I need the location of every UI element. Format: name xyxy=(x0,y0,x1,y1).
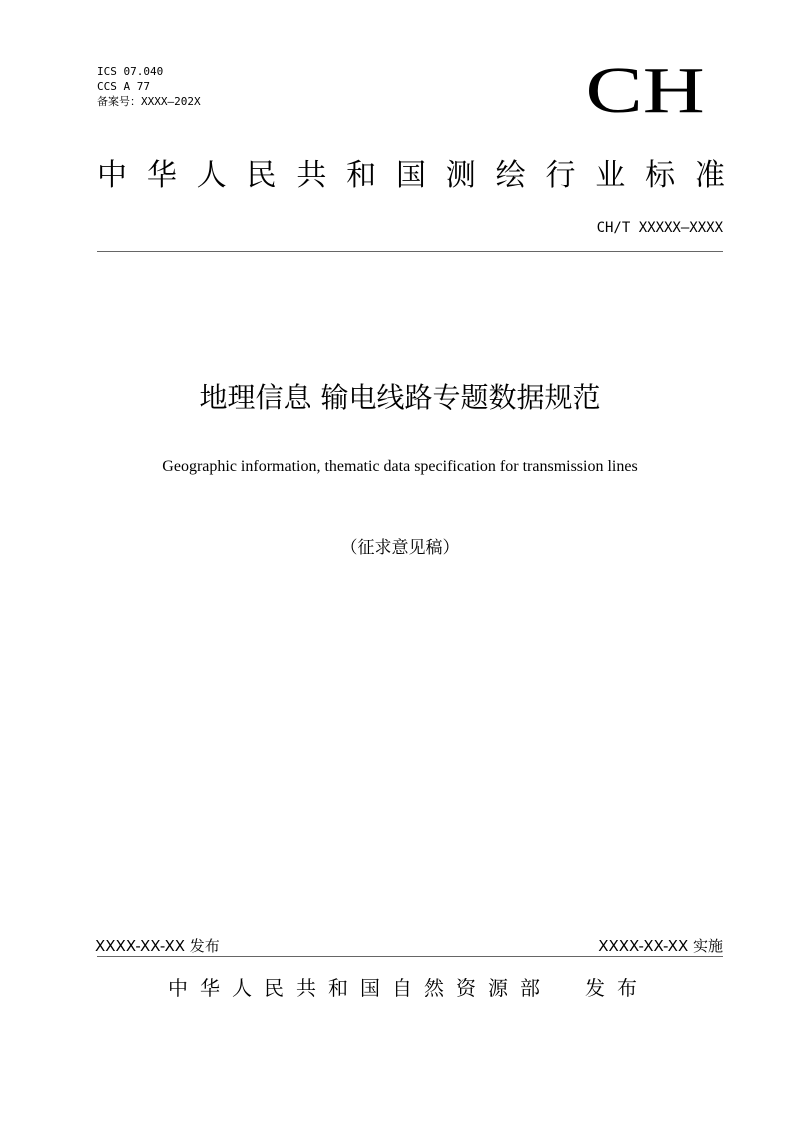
heading-char: 标 xyxy=(645,158,676,193)
ccs-code: CCS A 77 xyxy=(97,80,150,93)
heading-char: 行 xyxy=(545,158,576,193)
heading-char: 和 xyxy=(346,158,377,193)
heading-char: 人 xyxy=(196,158,227,193)
document-metadata xyxy=(97,64,201,109)
divider xyxy=(97,956,723,957)
heading-char: 中 xyxy=(97,158,127,193)
title-english: Geographic information, thematic data specification for transmission lines xyxy=(162,458,638,475)
heading-char: 准 xyxy=(694,158,725,193)
draft-label: （征求意见稿） xyxy=(340,538,460,558)
heading-char: 民 xyxy=(246,158,277,193)
title-chinese: 地理信息 输电线路专题数据规范 xyxy=(199,381,601,414)
release-date: XXXX-XX-XX 发布 xyxy=(95,937,220,955)
heading-char: 业 xyxy=(595,158,626,193)
heading-char: 测 xyxy=(445,158,476,193)
effective-date: XXXX-XX-XX 实施 xyxy=(598,937,723,955)
standard-code: CH/T XXXXX—XXXX xyxy=(596,220,723,236)
heading-char: 共 xyxy=(296,158,327,193)
heading-char: 国 xyxy=(395,158,426,193)
heading-char: 华 xyxy=(146,158,177,193)
filing-number: 备案号：XXXX—202X xyxy=(97,95,201,108)
ics-code: ICS 07.040 xyxy=(97,65,164,78)
publish-label: 发布 xyxy=(585,976,649,1000)
ch-logo: CH xyxy=(585,54,705,127)
divider xyxy=(97,251,723,252)
publisher: 中华人民共和国自然资源部 xyxy=(168,976,552,1000)
standard-type-heading xyxy=(97,158,725,194)
heading-char: 绘 xyxy=(495,158,526,193)
